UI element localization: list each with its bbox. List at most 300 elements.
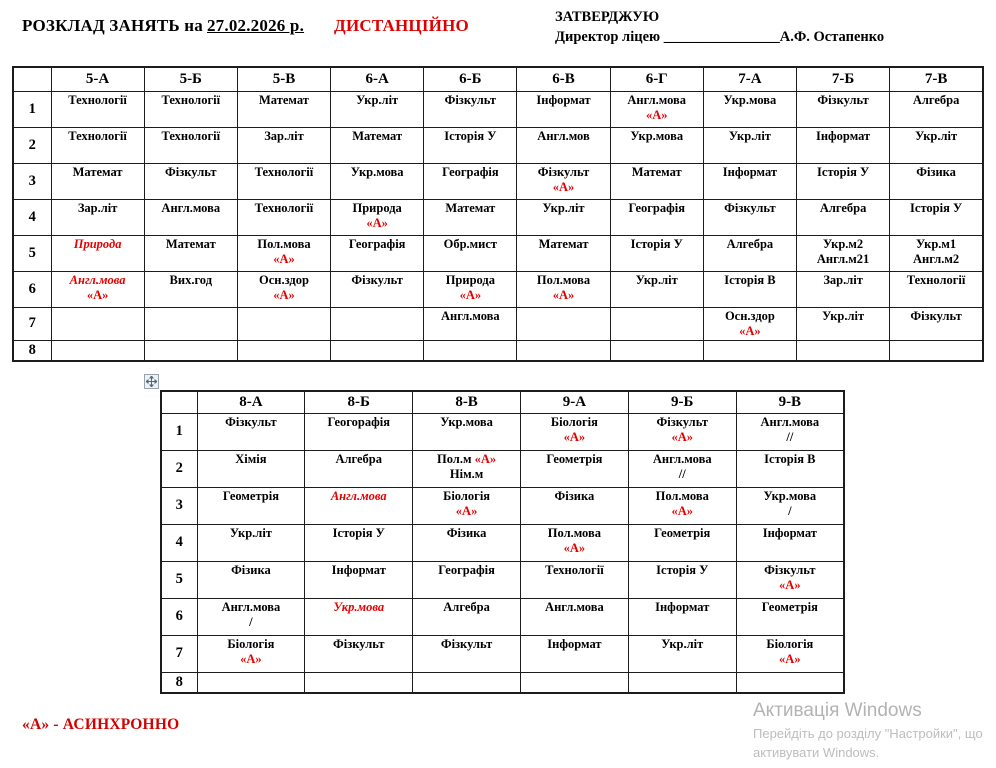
watermark-line3: активувати Windows. [753,744,880,760]
subject-text: «А» [779,577,801,592]
subject-line [739,415,841,430]
subject-text: Геометрія [654,525,711,540]
timetable-cell-9-В-p8 [736,672,844,693]
timetable-cell-9-А-p8 [520,672,628,693]
period-row-8 [161,672,844,693]
timetable-cell-5-В-p7 [237,307,330,340]
timetable-cell-6-Б-p6 [424,271,517,307]
subject-line [706,309,794,324]
subject-line [523,452,626,467]
subject-text: Фізкульт [351,272,403,287]
subject-line [415,452,518,467]
period-row-5 [161,561,844,598]
timetable-cell-9-Б-p8 [628,672,736,693]
period-number: 2 [161,450,197,487]
subject-text: «А» [366,215,388,230]
subject-text: Фізика [916,164,956,179]
subject-text: Пол.мова [655,488,709,503]
approval-heading: ЗАТВЕРДЖУЮ [555,9,660,25]
subject-line [892,165,980,180]
subject-line [799,309,887,324]
subject-line [54,237,142,252]
period-number: 5 [13,235,51,271]
subject-text: Хімія [235,451,267,466]
timetable-cell-5-В-p3 [237,163,330,199]
subject-text: Природа [445,272,495,287]
subject-line [240,165,328,180]
timetable-cell-7-В-p8 [890,340,983,361]
timetable-cell-5-Б-p8 [144,340,237,361]
class-column-header-6-Б: 6-Б [424,67,517,91]
timetable-cell-6-Б-p5 [424,235,517,271]
timetable-cell-7-Б-p4 [797,199,890,235]
subject-text: Геометрія [222,488,279,503]
corner-cell [161,391,197,413]
timetable-cell-5-А-p4 [51,199,144,235]
subject-text: Фізика [231,562,271,577]
subject-text: Фізкульт [764,562,816,577]
period-number: 3 [13,163,51,199]
class-column-header-7-В: 7-В [890,67,983,91]
subject-line [54,165,142,180]
subject-line [523,541,626,556]
subject-line [426,273,514,288]
subject-line [426,237,514,252]
subject-text: Математ [259,92,309,107]
period-number: 1 [13,91,51,127]
timetable-cell-8-А-p1 [197,413,305,450]
subject-line [739,563,841,578]
subject-line [147,93,235,108]
watermark-title: Активація Windows [753,700,922,721]
subject-text: Укр.мова [630,128,684,143]
timetable-cell-8-В-p5 [413,561,521,598]
subject-line [706,93,794,108]
timetable-cell-7-Б-p5 [797,235,890,271]
subject-text: Алгебра [335,451,383,466]
timetable-cell-9-Б-p1 [628,413,736,450]
timetable-cell-9-В-p1 [736,413,844,450]
timetable-cell-8-А-p3 [197,487,305,524]
subject-line [147,273,235,288]
timetable-cell-5-А-p8 [51,340,144,361]
timetable-cell-7-А-p6 [703,271,796,307]
period-number: 1 [161,413,197,450]
timetable-cell-5-В-p1 [237,91,330,127]
subject-text: Географія [438,562,495,577]
subject-text: Математ [165,236,216,251]
subject-line [631,637,734,652]
timetable-cell-8-Б-p3 [305,487,413,524]
timetable-cell-8-В-p4 [413,524,521,561]
timetable-cell-7-Б-p3 [797,163,890,199]
subject-line [147,165,235,180]
subject-text: Вих.год [169,272,213,287]
subject-text: Фізкульт [440,636,493,651]
subject-text: Пол.м [437,451,475,466]
subject-line [333,273,421,288]
subject-text: «А» [86,287,109,302]
timetable-cell-7-В-p6 [890,271,983,307]
period-row-4 [13,199,983,235]
subject-text: Англ.м21 [816,251,870,266]
timetable-cell-8-Б-p6 [305,598,413,635]
period-row-3 [13,163,983,199]
subject-line [426,165,514,180]
timetable-cell-6-Б-p1 [424,91,517,127]
subject-line [706,324,794,339]
subject-line [631,452,734,467]
subject-text: Фізкульт [537,164,590,179]
timetable-cell-8-Б-p1 [305,413,413,450]
timetable-cell-9-В-p2 [736,450,844,487]
timetable-cell-7-А-p3 [703,163,796,199]
period-row-8 [13,340,983,361]
period-number: 4 [13,199,51,235]
class-column-header-6-В: 6-В [517,67,610,91]
subject-line [519,237,607,252]
subject-line [523,430,626,445]
subject-text: Англ.мова [440,308,500,323]
subject-line [613,165,701,180]
subject-line [631,415,734,430]
timetable-cell-8-А-p6 [197,598,305,635]
subject-text: Фізкульт [225,414,277,429]
timetable-cell-6-А-p1 [331,91,424,127]
subject-line [631,526,734,541]
subject-text: Історія У [444,128,497,143]
timetable-cell-5-А-p3 [51,163,144,199]
subject-text: / [249,614,253,629]
period-row-6 [13,271,983,307]
timetable-cell-8-Б-p4 [305,524,413,561]
subject-line [415,489,518,504]
subject-text: «А» [273,287,295,302]
subject-text: Укр.літ [661,636,704,651]
subject-line [523,600,626,615]
windows-activation-watermark [753,700,983,763]
class-column-header-6-Г: 6-Г [610,67,703,91]
subject-line [307,600,410,615]
subject-text: Геометрія [761,599,818,614]
timetable-cell-5-А-p1 [51,91,144,127]
timetable-cell-7-А-p8 [703,340,796,361]
subject-line [200,415,303,430]
subject-text: «А» [552,287,575,302]
timetable-cell-6-Б-p2 [424,127,517,163]
timetable-cell-8-Б-p2 [305,450,413,487]
subject-text: Фізика [446,525,487,540]
table-move-handle-icon[interactable] [144,374,159,389]
timetable-table-5-7 [12,66,984,362]
subject-line [200,600,303,615]
subject-text: Пол.мова [547,525,602,540]
period-row-3 [161,487,844,524]
class-column-header-8-В: 8-В [413,391,521,413]
subject-line [631,600,734,615]
subject-line [200,452,303,467]
subject-text: Укр.літ [356,92,399,107]
timetable-cell-9-А-p7 [520,635,628,672]
timetable-cell-9-В-p3 [736,487,844,524]
subject-line [799,165,887,180]
subject-text: Технології [254,164,314,179]
title-mode-distance: ДИСТАНЦІЙНО [334,16,469,35]
subject-line [519,273,607,288]
timetable-cell-7-В-p5 [890,235,983,271]
timetable-cell-8-В-p2 [413,450,521,487]
timetable-cell-9-Б-p4 [628,524,736,561]
subject-line [200,652,303,667]
subject-text: Історія У [817,164,870,179]
subject-text: «А» [552,179,575,194]
subject-line [706,201,794,216]
timetable-cell-9-А-p5 [520,561,628,598]
subject-text: Фізкульт [656,414,708,429]
subject-text: Зар.літ [264,128,304,143]
subject-text: Пол.мова [257,236,311,251]
title-text: РОЗКЛАД ЗАНЯТЬ на [22,16,203,35]
timetable-cell-6-Г-p8 [610,340,703,361]
timetable-cell-6-А-p2 [331,127,424,163]
subject-text: «А» [671,503,693,518]
subject-line [415,467,518,482]
timetable-cell-6-В-p1 [517,91,610,127]
subject-line [706,129,794,144]
subject-text: «А» [645,107,668,122]
timetable-cell-7-А-p4 [703,199,796,235]
class-column-header-9-В: 9-В [736,391,844,413]
subject-text: Укр.м1 [915,236,957,251]
timetable-cell-9-Б-p5 [628,561,736,598]
period-row-6 [161,598,844,635]
timetable-cell-5-В-p5 [237,235,330,271]
timetable-cell-7-Б-p1 [797,91,890,127]
subject-text: Технології [254,200,314,215]
period-number: 8 [161,672,197,693]
subject-line [415,637,518,652]
subject-line [307,563,410,578]
timetable-cell-6-А-p7 [331,307,424,340]
timetable-cell-8-В-p8 [413,672,521,693]
timetable-cell-7-В-p3 [890,163,983,199]
subject-line [613,237,701,252]
subject-text: Англ.мова [161,200,221,215]
subject-line [739,652,841,667]
period-row-1 [13,91,983,127]
subject-line [523,526,626,541]
subject-text: Інформат [547,636,602,651]
subject-line [147,237,235,252]
period-number: 5 [161,561,197,598]
subject-line [240,201,328,216]
subject-text: Англ.м2 [913,251,960,266]
subject-line [415,563,518,578]
timetable-cell-5-Б-p6 [144,271,237,307]
subject-text: Інформат [722,164,778,179]
watermark-line2: Перейдіть до розділу "Настройки", що [753,726,983,741]
subject-line [307,526,410,541]
subject-text: Англ.мов [537,128,590,143]
timetable-cell-8-В-p3 [413,487,521,524]
timetable-cell-5-Б-p4 [144,199,237,235]
timetable-cell-6-В-p4 [517,199,610,235]
subject-text: Укр.літ [822,308,865,323]
timetable-cell-5-В-p4 [237,199,330,235]
timetable-cell-8-В-p1 [413,413,521,450]
subject-line [799,252,887,267]
subject-text: Природа [352,200,402,215]
timetable-cell-7-А-p1 [703,91,796,127]
subject-line [426,309,514,324]
subject-line [739,504,841,519]
subject-line [892,93,980,108]
subject-text: Англ.мова [330,488,387,503]
timetable-cell-7-Б-p6 [797,271,890,307]
timetable-cell-6-А-p3 [331,163,424,199]
timetable-cell-5-В-p2 [237,127,330,163]
subject-text: «А» [671,429,693,444]
subject-text: Укр.літ [728,128,771,143]
subject-text: Природа [73,236,122,251]
timetable-cell-6-Б-p4 [424,199,517,235]
subject-line [613,108,701,123]
subject-line [54,129,142,144]
subject-line [426,201,514,216]
timetable-cell-8-Б-p8 [305,672,413,693]
page-title [22,16,469,36]
timetable-cell-8-Б-p7 [305,635,413,672]
class-column-header-9-А: 9-А [520,391,628,413]
subject-line [523,415,626,430]
subject-text: Фізкульт [910,308,962,323]
subject-line [739,430,841,445]
subject-text: // [786,429,794,444]
subject-line [333,165,421,180]
timetable-cell-5-Б-p7 [144,307,237,340]
subject-text: Історія В [764,451,816,466]
timetable-cell-6-Б-p7 [424,307,517,340]
subject-line [799,93,887,108]
subject-text: Географія [442,164,499,179]
subject-line [333,201,421,216]
period-row-2 [161,450,844,487]
subject-line [523,563,626,578]
subject-text: Укр.м2 [822,236,864,251]
timetable-cell-6-Г-p5 [610,235,703,271]
subject-text: Фізика [554,488,595,503]
subject-line [631,430,734,445]
subject-text: «А» [455,503,478,518]
subject-line [415,504,518,519]
subject-text: Біологія [227,636,275,651]
subject-text: Історія У [910,200,963,215]
subject-text: Укр.літ [542,200,585,215]
timetable-cell-5-А-p7 [51,307,144,340]
subject-text: Укр.мова [333,599,385,614]
subject-text: Укр.літ [229,525,272,540]
approval-signature-line [555,28,884,48]
period-number: 8 [13,340,51,361]
subject-text: Алгебра [726,236,774,251]
subject-text: Фізкульт [165,164,217,179]
subject-text: Математ [352,128,403,143]
timetable-cell-6-В-p5 [517,235,610,271]
subject-line [892,201,980,216]
timetable-cell-7-В-p1 [890,91,983,127]
subject-line [54,93,142,108]
approval-block [555,8,884,47]
subject-line [333,129,421,144]
subject-line [519,180,607,195]
subject-text: Алгебра [819,200,867,215]
subject-line [333,93,421,108]
class-column-header-7-Б: 7-Б [797,67,890,91]
timetable-cell-6-Г-p7 [610,307,703,340]
subject-text: Алгебра [912,92,960,107]
timetable-cell-5-А-p2 [51,127,144,163]
timetable-cell-9-А-p4 [520,524,628,561]
subject-text: Історія В [724,272,776,287]
timetable-cell-5-В-p6 [237,271,330,307]
subject-line [333,216,421,231]
subject-line [799,129,887,144]
subject-line [613,273,701,288]
timetable-cell-8-А-p2 [197,450,305,487]
subject-line [613,93,701,108]
timetable-cell-6-В-p3 [517,163,610,199]
subject-text: «А» [739,323,761,338]
subject-line [426,129,514,144]
subject-line [739,526,841,541]
timetable-cell-9-А-p1 [520,413,628,450]
class-column-header-5-А: 5-А [51,67,144,91]
timetable-cell-8-В-p6 [413,598,521,635]
period-row-2 [13,127,983,163]
timetable-cell-9-Б-p7 [628,635,736,672]
subject-text: Математ [538,236,589,251]
subject-text: Технології [161,128,221,143]
subject-line [739,452,841,467]
subject-line [799,273,887,288]
class-column-header-9-Б: 9-Б [628,391,736,413]
subject-text: Математ [445,200,496,215]
subject-text: Технології [906,272,966,287]
subject-line [739,489,841,504]
subject-text: Англ.мова [545,599,604,614]
async-legend: «А» - АСИНХРОННО [22,716,180,733]
timetable-cell-7-А-p5 [703,235,796,271]
timetable-cell-5-Б-p2 [144,127,237,163]
subject-line [631,563,734,578]
subject-text: Англ.мова [760,414,820,429]
subject-text: Геометрія [546,451,603,466]
subject-text: Англ.мова [652,451,712,466]
subject-text: Нім.м [449,466,484,481]
timetable-cell-9-А-p3 [520,487,628,524]
timetable-cell-7-Б-p2 [797,127,890,163]
timetable-cell-6-А-p6 [331,271,424,307]
subject-text: Зар.літ [77,200,118,215]
subject-text: Математ [72,164,123,179]
subject-line [240,93,328,108]
subject-line [200,637,303,652]
subject-line [631,489,734,504]
subject-line [200,615,303,630]
subject-line [519,201,607,216]
timetable-cell-8-В-p7 [413,635,521,672]
subject-text: «А» [779,651,801,666]
